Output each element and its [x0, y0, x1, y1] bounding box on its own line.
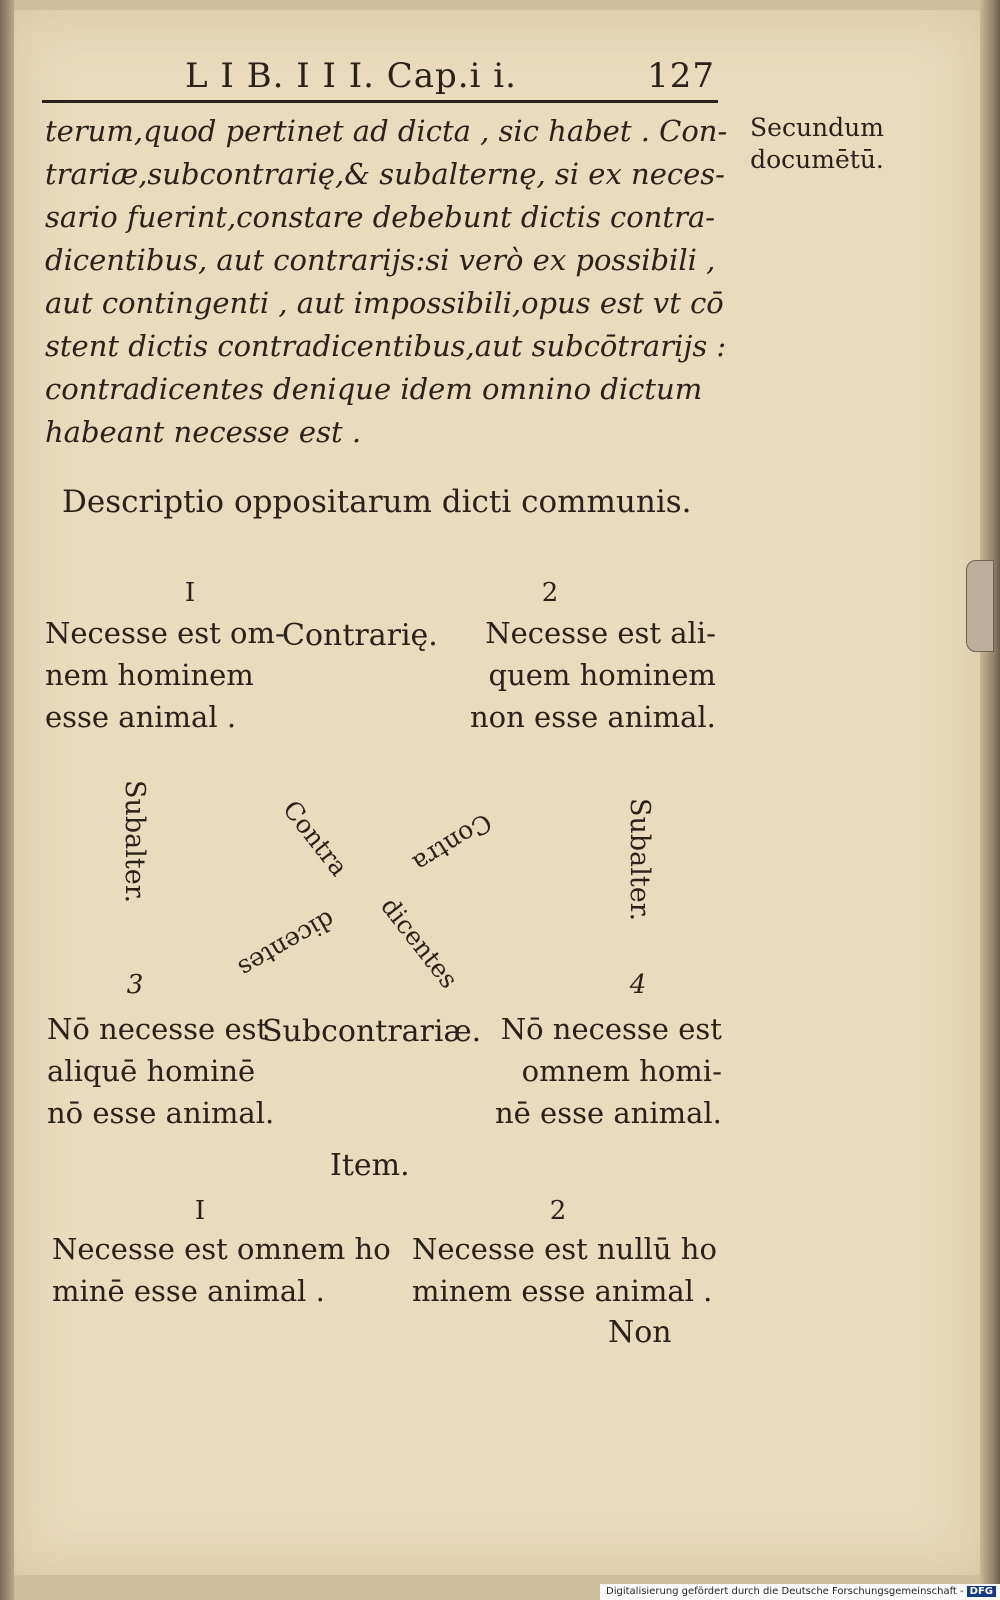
- proposition-top-left: [45, 612, 285, 738]
- label-contradicentes-b1: Contra: [407, 807, 497, 879]
- proposition-number-4: 4: [629, 970, 647, 1000]
- item-label: Item.: [330, 1148, 410, 1183]
- head-rule: [42, 100, 718, 103]
- proposition-line: Necesse est omnem ho: [52, 1232, 391, 1266]
- dfg-logo-badge: DFG: [967, 1586, 996, 1597]
- proposition-line: Nō necesse est: [500, 1012, 722, 1046]
- label-contradicentes-b2: dicentes: [233, 904, 340, 984]
- catchword: Non: [608, 1315, 672, 1350]
- body-line: terum,quod pertinet ad dicta , sic habet . Con-: [45, 114, 728, 148]
- body-line: dicentibus, aut contrarijs:si verò ex possibili ,: [45, 243, 716, 277]
- proposition-line: Necesse est ali-: [485, 616, 716, 650]
- label-subcontrariae: Subcontrariæ.: [262, 1014, 482, 1049]
- body-line: aut contingenti , aut impossibili,opus est vt cō: [45, 286, 724, 320]
- page-edges: [980, 0, 1000, 1600]
- running-head: [45, 52, 715, 102]
- body-line: sario fuerint,constare debebunt dictis contra-: [45, 200, 716, 234]
- label-subalter-right: Subalter.: [624, 798, 655, 922]
- margin-note: [737, 112, 897, 176]
- proposition-top-right: [470, 612, 716, 738]
- body-paragraph: [45, 110, 735, 454]
- label-contradicentes-a2: dicentes: [375, 892, 464, 994]
- proposition-line: aliquē hominē: [47, 1054, 256, 1088]
- proposition-line: Necesse est om-: [45, 616, 285, 650]
- ribbon-tab: [966, 560, 994, 652]
- proposition-number-2: 2: [541, 578, 559, 608]
- proposition-line: Necesse est nullū ho: [412, 1232, 717, 1266]
- margin-note-line: documētū.: [750, 145, 884, 174]
- proposition-line: nem hominem: [45, 658, 254, 692]
- body-line: trariæ,subcontrarię,& subalternę, si ex neces-: [45, 157, 725, 191]
- proposition-line: nō esse animal.: [47, 1096, 275, 1130]
- proposition-bottom-right: [495, 1008, 722, 1134]
- proposition-number-1: I: [184, 578, 196, 608]
- margin-note-line: Secundum: [750, 113, 884, 142]
- digitization-footer: [600, 1584, 1000, 1600]
- running-head-title: L I B. I I I. Cap.i i.: [185, 56, 517, 96]
- proposition-line: Nō necesse est: [47, 1012, 269, 1046]
- page-number: 127: [647, 56, 715, 96]
- second-number-1: I: [194, 1196, 206, 1226]
- body-line: contradicentes denique idem omnino dictum: [45, 372, 703, 406]
- section-title: Descriptio oppositarum dicti communis.: [62, 484, 692, 520]
- proposition-line: non esse animal.: [470, 700, 716, 734]
- footer-text: Digitalisierung gefördert durch die Deutsche Forschungsgemeinschaft -: [606, 1586, 964, 1597]
- proposition-bottom-left: [47, 1008, 274, 1134]
- proposition-line: minem esse animal .: [412, 1274, 713, 1308]
- book-spine: [0, 0, 14, 1600]
- proposition-number-3: 3: [126, 970, 144, 1000]
- second-proposition-right: [412, 1228, 717, 1312]
- proposition-line: nē esse animal.: [495, 1096, 722, 1130]
- proposition-line: esse animal .: [45, 700, 237, 734]
- second-proposition-left: [52, 1228, 391, 1312]
- label-subalter-left: Subalter.: [119, 780, 150, 904]
- body-line: stent dictis contradicentibus,aut subcōtrarijs :: [45, 329, 727, 363]
- proposition-line: quem hominem: [488, 658, 716, 692]
- proposition-line: minē esse animal .: [52, 1274, 325, 1308]
- body-line: habeant necesse est .: [45, 415, 362, 449]
- label-contradicentes-a1: Contra: [277, 795, 354, 882]
- proposition-line: omnem homi-: [521, 1054, 722, 1088]
- label-contrariae: Contrarię.: [282, 618, 438, 653]
- second-number-2: 2: [549, 1196, 567, 1226]
